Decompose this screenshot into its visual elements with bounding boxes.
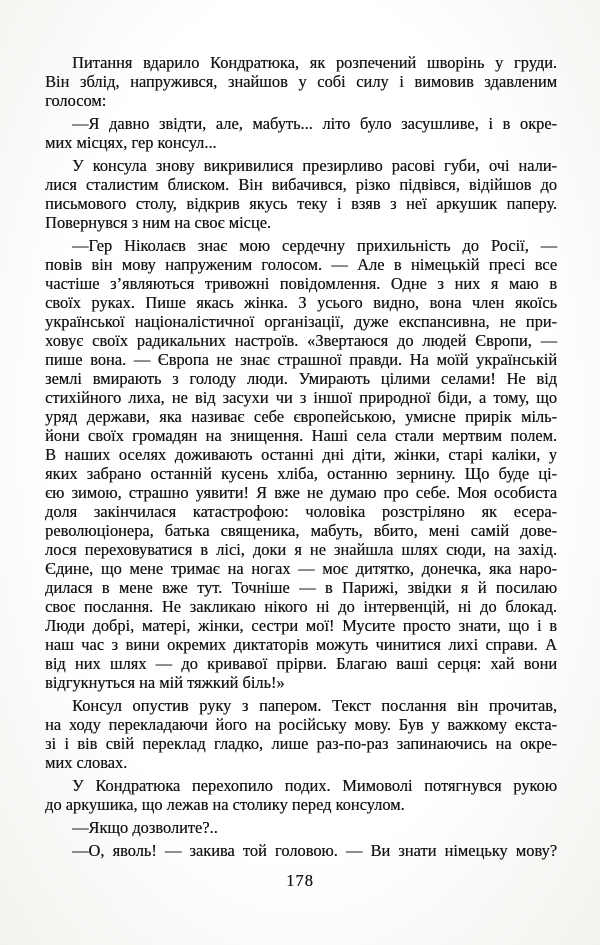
- text-line: наш час з вини окремих диктаторів можуть чинитися лихі справи. А: [45, 635, 557, 654]
- text-line: землі вмирають з голоду люди. Умирають цілими селами! Не від: [45, 369, 557, 388]
- text-line: —Я давно звідти, але, мабуть... літо було засушливе, і в окре-: [72, 114, 557, 133]
- text-line: ховує своїх радикальних настроїв. «Звертаюся до людей Європи, —: [45, 331, 557, 350]
- text-line: мих місцях, гер консул...: [45, 133, 217, 152]
- text-line: голосом:: [45, 91, 107, 110]
- paragraph: [45, 841, 557, 860]
- text-line: на ходу перекладаючи його на російську мову. Був у важкому екста-: [45, 715, 557, 734]
- text-line: яких забрано останній кусень хліба, останню зернину. Що буде ці-: [45, 464, 557, 483]
- text-line: лося переховуватися в лісі, доки я не знайшла шлях сюди, на захід.: [45, 540, 557, 559]
- text-line: зі і вів свій переклад гладко, лише раз-по-раз запинаючись на окре-: [45, 734, 557, 753]
- paragraph: [45, 114, 557, 152]
- text-line: повів він мову напруженим голосом. — Але в німецькій пресі все: [45, 255, 557, 274]
- text-line: своїх руках. Пише якась жінка. З усього видно, вона член якоїсь: [45, 293, 557, 312]
- paragraph: [45, 236, 557, 692]
- text-line: У консула знову викривилися презирливо расові губи, очі нали-: [72, 156, 557, 175]
- text-line: —О, яволь! — закива той головою. — Ви знати німецьку мову?: [72, 841, 557, 860]
- text-line: В наших оселях доживають останні дні діти, жінки, старі каліки, у: [45, 445, 557, 464]
- text-line: пише вона. — Європа не знає страшної правди. На моїй українській: [45, 350, 557, 369]
- text-line: Консул опустив руку з папером. Текст послання він прочитав,: [72, 696, 557, 715]
- text-line: Єдине, що мене тримає на ногах — моє дитятко, донечка, яка наро-: [45, 559, 557, 578]
- text-line: від них шлях — до кривавої прірви. Благаю ваші серця: хай вони: [45, 654, 557, 673]
- text-line: уряд держави, яка називає себе європейською, умисне прирік міль-: [45, 407, 557, 426]
- paragraph: [45, 776, 557, 814]
- text-line: —Якщо дозволите?..: [72, 818, 218, 837]
- text-line: частіше з’являються тривожні повідомлення. Одне з них я маю в: [45, 274, 557, 293]
- text-line: Він зблід, напружився, знайшов у собі силу і вимовив здавленим: [45, 72, 557, 91]
- text-line: йони своїх громадян на знищення. Наші села стали мертвим полем.: [45, 426, 557, 445]
- text-line: революціонера, батька священика, мабуть, вбито, мені самій дове-: [45, 521, 557, 540]
- text-line: Люди добрі, матері, жінки, сестри мої! Мусите просто знати, що і в: [45, 616, 557, 635]
- text-line: У Кондратюка перехопило подих. Мимоволі потягнувся рукою: [72, 776, 557, 795]
- text-line: відгукнуться на мій тяжкий біль!»: [45, 673, 285, 692]
- text-line: єю зимою, страшно уявити! Я вже не думаю про себе. Моя особиста: [45, 483, 557, 502]
- text-line: лися сталистим блиском. Він вибачився, різко підвівся, відійшов до: [45, 175, 557, 194]
- page-number: 178: [286, 871, 314, 890]
- text-line: —Гер Ніколаєв знає мою сердечну прихильність до Росії, —: [72, 236, 557, 255]
- text-line: Повернувся з ним на своє місце.: [45, 213, 271, 232]
- paragraph: [45, 818, 557, 837]
- paragraph: [45, 156, 557, 232]
- paragraph: [45, 53, 557, 110]
- text-line: письмового столу, відкрив якусь теку і взяв з неї аркушик паперу.: [45, 194, 557, 213]
- page-text: [45, 53, 557, 860]
- text-line: Питання вдарило Кондратюка, як розпечений шворінь у груди.: [72, 53, 557, 72]
- paragraph: [45, 696, 557, 772]
- text-line: мих словах.: [45, 753, 128, 772]
- text-line: своє послання. Не закликаю нікого ні до інтервенцій, ні до блокад.: [45, 597, 557, 616]
- text-line: дилася в мене вже тут. Точніше — в Парижі, звідки я й посилаю: [45, 578, 557, 597]
- text-line: української націоналістичної організації, дуже експансивна, не при-: [45, 312, 557, 331]
- text-line: доля закінчилася катастрофою: чоловіка розстріляно як есера-: [45, 502, 557, 521]
- text-line: до аркушика, що лежав на столику перед консулом.: [45, 795, 405, 814]
- text-line: стихійного лиха, не від засухи чи з іншої природної біди, а тому, що: [45, 388, 557, 407]
